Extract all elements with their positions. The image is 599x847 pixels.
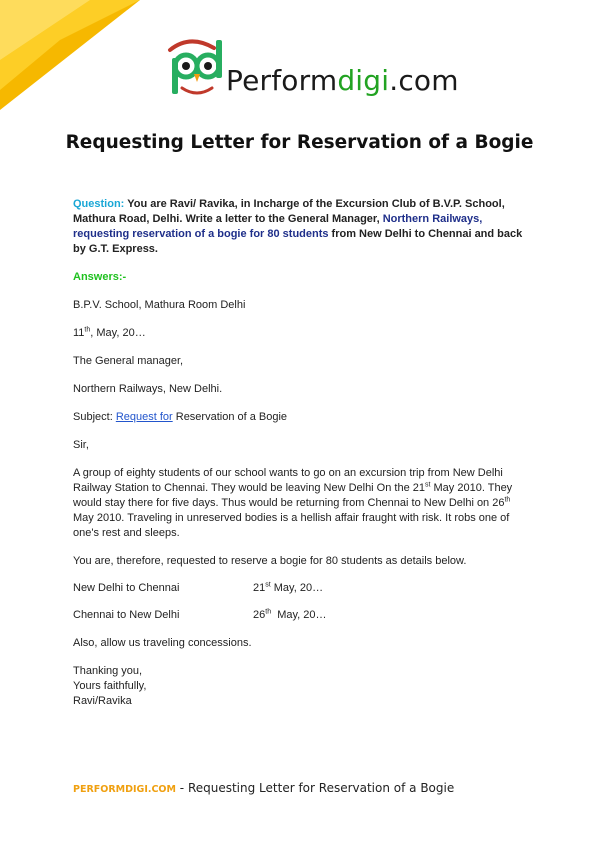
trip-date [253, 581, 323, 596]
question-text-1: You are Ravi/ Ravika, in Incharge of the Excursion Club of B.V.P. School, Mathura Road, Delhi. Write a letter to the General Manager, [73, 198, 505, 225]
signature: Ravi/Ravika [73, 695, 132, 707]
question-highlight: Northern Railways, requesting reservation of a bogie for 80 students [73, 213, 483, 240]
footer-title: Requesting Letter for Reservation of a Bogie [187, 781, 455, 795]
recipient: The General manager, [73, 355, 184, 367]
body1-part-c: May 2010. Traveling in unreserved bodies is a hellish affair fraught with risk. It robs one of one's rest and sleeps. [73, 512, 510, 539]
trip-day: 21 [253, 582, 266, 594]
subject-label: Subject: [73, 411, 116, 423]
page-footer [73, 781, 454, 795]
trip-date-rest: May, 20… [271, 609, 327, 621]
salutation: Sir, [73, 439, 89, 451]
body1-suffix-1: st [425, 481, 431, 489]
trip-day-suffix: th [265, 608, 272, 616]
question-label: Question: [73, 198, 125, 210]
footer-separator: - [175, 781, 188, 795]
letter-content [73, 197, 528, 709]
trip-route: New Delhi to Chennai [73, 582, 180, 594]
body1-part-b: May 2010. They would stay there for five days. Thus would be returning from Chennai to New Delhi on 26 [73, 482, 513, 509]
answers-label: Answers:- [73, 271, 127, 283]
trip-date-rest: May, 20… [270, 582, 324, 594]
trip-row [73, 608, 528, 623]
date-day: 11 [73, 327, 85, 339]
performdigi-logo [162, 38, 228, 102]
corner-decoration [0, 0, 140, 110]
sender-address: B.P.V. School, Mathura Room Delhi [73, 299, 246, 311]
brand-name-start: Perform [226, 64, 338, 97]
footer-site[interactable]: PERFORMDIGI.COM [73, 784, 176, 795]
body-paragraph-1 [73, 466, 528, 541]
trip-route: Chennai to New Delhi [73, 609, 180, 621]
question [73, 197, 528, 257]
trip-day-suffix: st [265, 581, 271, 589]
subject-line [73, 410, 528, 425]
closing-yours: Yours faithfully, [73, 680, 147, 692]
trip-date [253, 608, 327, 623]
body-paragraph-2: You are, therefore, requested to reserve a bogie for 80 students as details below. [73, 555, 467, 567]
brand-name-highlight: digi [337, 64, 390, 97]
closing-thanks: Thanking you, [73, 665, 143, 677]
question-text-2: from New Delhi to Chennai and back by G.T. Express. [73, 228, 523, 255]
date-rest: , May, 20… [90, 327, 146, 339]
trip-row [73, 581, 528, 596]
page-title: Requesting Letter for Reservation of a Bogie [65, 132, 534, 153]
body1-suffix-2: th [504, 496, 511, 504]
trip-day: 26 [253, 609, 266, 621]
date-suffix: th [84, 326, 91, 334]
letter-date [73, 326, 528, 341]
brand-name-end: .com [389, 64, 459, 97]
body1-part-a: A group of eighty students of our school wants to go on an excursion trip from New Delhi Railway Station to Chennai. They would be leaving New Delhi On the 21 [73, 467, 503, 494]
subject-rest: Reservation of a Bogie [172, 411, 288, 423]
subject-link[interactable]: Request for [115, 411, 173, 423]
body-paragraph-3: Also, allow us traveling concessions. [73, 637, 252, 649]
brand-name [226, 64, 459, 97]
recipient-org: Northern Railways, New Delhi. [73, 383, 223, 395]
